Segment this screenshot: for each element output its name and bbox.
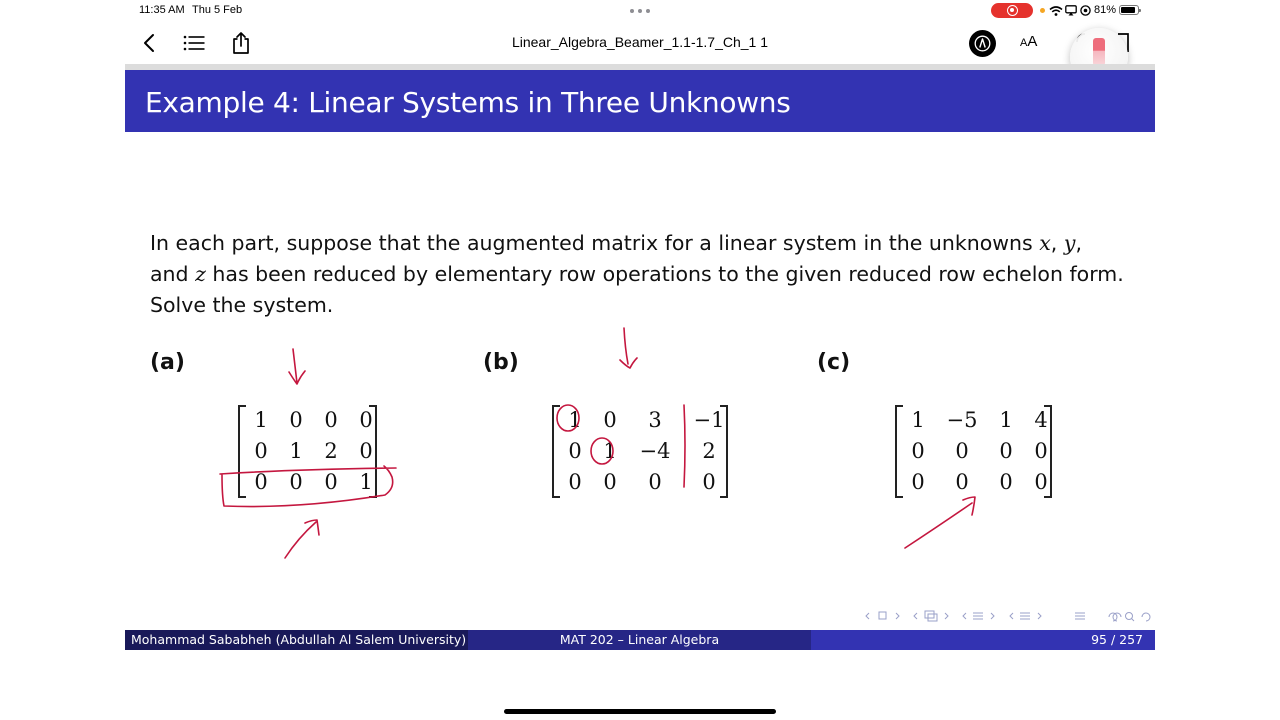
matrix-cell: 1 [911, 408, 925, 432]
back-button[interactable] [138, 30, 160, 56]
footer-author: Mohammad Sababheh (Abdullah Al Salem University) [125, 630, 468, 650]
battery-icon [1119, 5, 1139, 15]
matrix-cell: −5 [946, 408, 978, 432]
share-icon [231, 31, 251, 55]
matrix-cell: 3 [648, 408, 662, 432]
wifi-icon [1049, 5, 1063, 17]
matrix-cell: 1 [999, 408, 1013, 432]
part-c-label: (c) [817, 350, 851, 375]
intro-text-1: In each part, suppose that the augmented matrix for a linear system in the unknowns [150, 231, 1040, 255]
matrix-cell: 0 [254, 439, 268, 463]
status-date: Thu 5 Feb [192, 4, 243, 16]
matrix-cell: 0 [648, 470, 662, 494]
matrix-cell: 1 [254, 408, 268, 432]
text-size-button[interactable] [1020, 33, 1037, 50]
intro-text-2: , [1050, 231, 1064, 255]
beamer-footer [125, 630, 1155, 650]
matrix-cell: 0 [1034, 439, 1048, 463]
var-z: z [195, 262, 206, 286]
matrix-cell: 0 [911, 470, 925, 494]
matrix-cell: 0 [603, 408, 617, 432]
matrix-cell: 0 [603, 470, 617, 494]
status-bar [0, 0, 1280, 22]
matrix-c [895, 405, 1052, 498]
location-lock-icon [1080, 5, 1091, 16]
intro-text-6: Solve the system. [150, 293, 334, 317]
matrix-cell: 0 [911, 439, 925, 463]
matrix-cell: 0 [702, 470, 716, 494]
matrix-cell: 4 [1034, 408, 1048, 432]
multitasking-dots-icon[interactable] [630, 9, 650, 13]
matrix-cell: 0 [955, 439, 969, 463]
matrix-cell: 0 [359, 439, 373, 463]
problem-statement [150, 228, 1135, 321]
matrix-cell: 0 [324, 408, 338, 432]
matrix-cell: 0 [1034, 470, 1048, 494]
var-y: y [1063, 231, 1076, 255]
text-size-large-label: A [1027, 33, 1038, 50]
var-x: x [1039, 231, 1051, 255]
matrix-b [552, 405, 728, 498]
screen-recording-indicator[interactable] [991, 3, 1033, 18]
matrix-a [238, 405, 377, 498]
matrix-cell: 0 [999, 470, 1013, 494]
matrix-cell: 0 [324, 470, 338, 494]
matrix-cell: 1 [603, 439, 617, 463]
matrix-cell: 1 [359, 470, 373, 494]
matrix-cell: 0 [955, 470, 969, 494]
matrix-cell: 0 [289, 470, 303, 494]
matrix-cell: 0 [254, 470, 268, 494]
frame-title: Example 4: Linear Systems in Three Unknowns [145, 86, 791, 119]
footer-course: MAT 202 – Linear Algebra [468, 630, 811, 650]
intro-text-3: , [1075, 231, 1082, 255]
matrix-cell: 0 [359, 408, 373, 432]
home-indicator[interactable] [504, 709, 776, 714]
matrix-cell: 1 [568, 408, 582, 432]
text-size-small-label: A [1020, 37, 1028, 49]
slide-page[interactable] [125, 70, 1155, 650]
status-time: 11:35 AM [139, 4, 185, 16]
outline-button[interactable] [182, 30, 206, 56]
footer-page-number: 95 / 257 [811, 630, 1155, 650]
document-title: Linear_Algebra_Beamer_1.1-1.7_Ch_1 1 [511, 34, 769, 50]
screen-mirroring-icon [1065, 5, 1077, 16]
matrix-cell: 0 [568, 439, 582, 463]
beamer-navigation-icons[interactable] [863, 608, 1153, 624]
battery-percentage: 81% [1094, 4, 1117, 16]
matrix-cell: 2 [702, 439, 716, 463]
list-icon [183, 35, 205, 51]
matrix-cell: 0 [289, 408, 303, 432]
frame-title-bar [125, 70, 1155, 132]
mic-indicator-icon [1040, 8, 1045, 13]
matrix-cell: −4 [639, 439, 671, 463]
matrix-cell: 2 [324, 439, 338, 463]
share-button[interactable] [229, 30, 253, 56]
matrix-cell: 0 [568, 470, 582, 494]
intro-text-4: and [150, 262, 196, 286]
markup-pen-icon [974, 35, 991, 52]
intro-text-5: has been reduced by elementary row operations to the given reduced row echelon form. [205, 262, 1124, 286]
matrix-cell: 0 [999, 439, 1013, 463]
part-b-label: (b) [483, 350, 519, 375]
chevron-left-icon [143, 33, 155, 53]
matrix-cell: 1 [289, 439, 303, 463]
markup-button[interactable] [969, 30, 996, 57]
matrix-cell: −1 [693, 408, 725, 432]
part-a-label: (a) [150, 350, 185, 375]
